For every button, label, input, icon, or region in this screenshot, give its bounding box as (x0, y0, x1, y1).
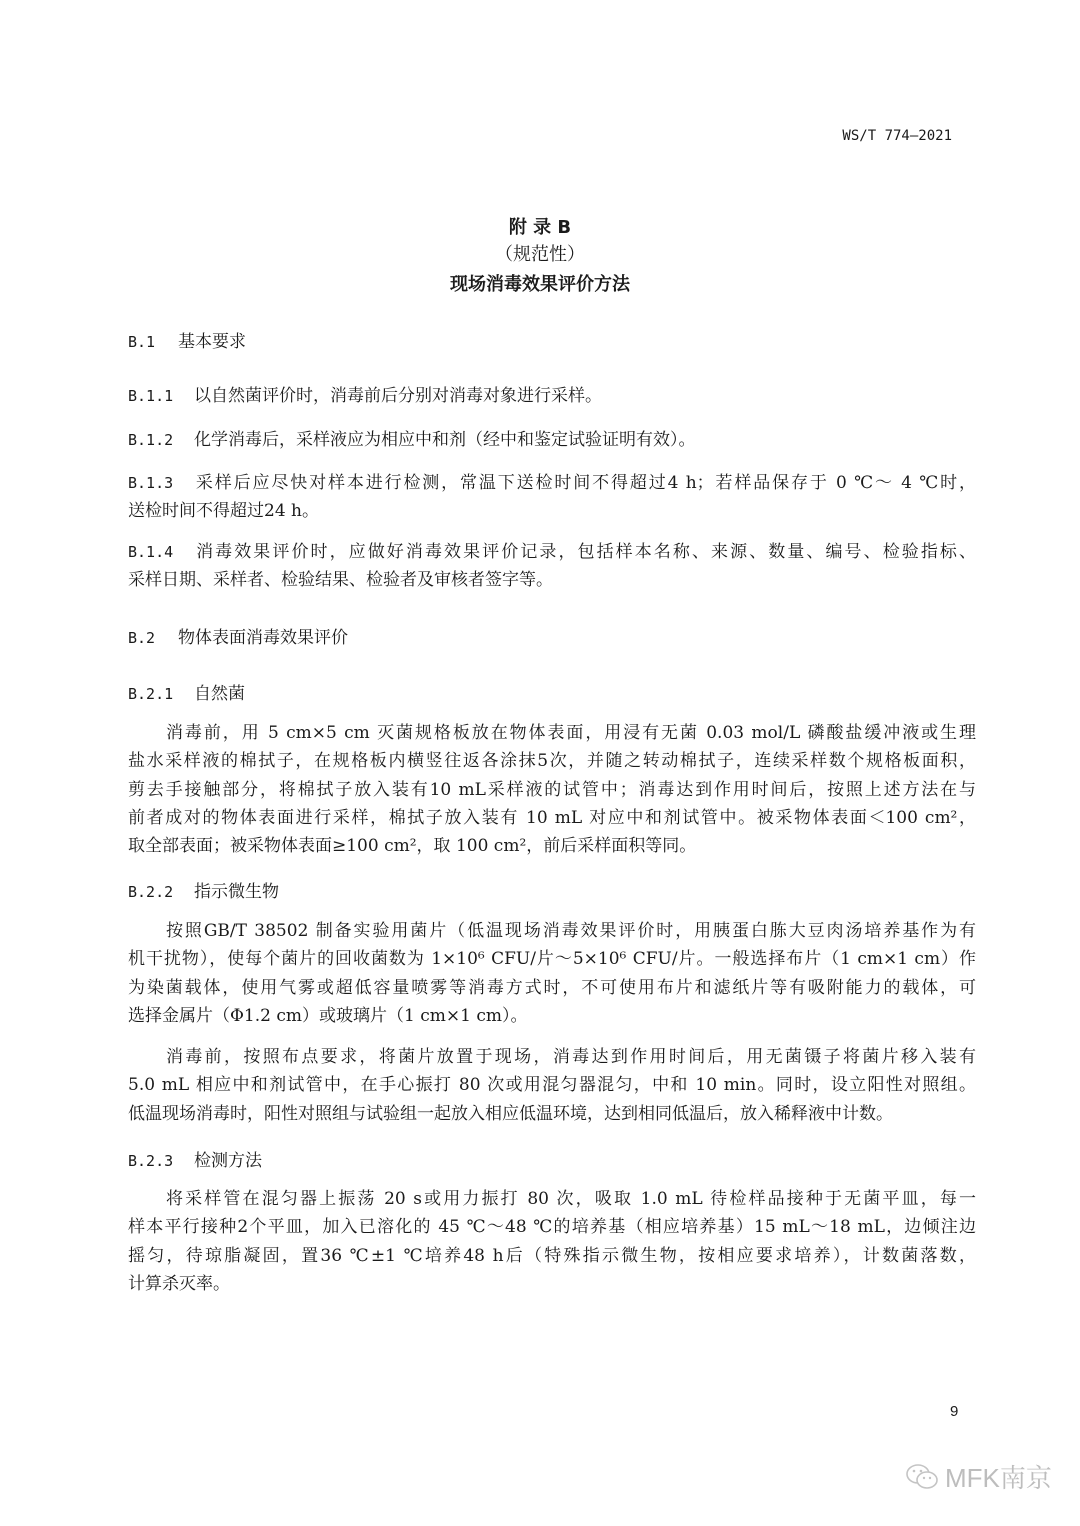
line-text: 采样后应尽快对样本进行检测，常温下送检时间不得超过4 h；若样品保存于 0 ℃～ 4 ℃时， (194, 473, 976, 493)
standard-code: WS/T 774—2021 (842, 128, 952, 144)
wechat-icon (905, 1463, 939, 1491)
watermark (905, 1458, 1052, 1495)
text-line (128, 469, 976, 497)
line-text: 送检时间不得超过24 h。 (128, 501, 319, 522)
watermark-text: MFK南京 (945, 1463, 1052, 1493)
text-line (128, 426, 976, 454)
text-line: 消毒前，按照布点要求，将菌片放置于现场，消毒达到作用时间后，用无菌镊子将菌片移入装有 (166, 1047, 976, 1067)
line-text: 化学消毒后，采样液应为相应中和剂（经中和鉴定试验证明有效）。 (194, 430, 696, 450)
text-line: 5.0 mL 相应中和剂试管中，在手心振打 80 次或用混匀器混匀，中和 10 min。同时，设立阳性对照组。 (128, 1075, 976, 1096)
text-line: 机干扰物），使每个菌片的回收菌数为 1×10⁶ CFU/片～5×10⁶ CFU/片。一般选择布片（1 cm×1 cm）作 (128, 949, 976, 970)
appendix-title: 现场消毒效果评价方法 (450, 274, 630, 295)
paragraph-b21 (128, 719, 976, 860)
clause-b-1-2 (128, 426, 976, 454)
text-line: 为染菌载体，使用气雾或超低容量喷雾等消毒方式时，不可使用布片和滤纸片等有吸附能力的载体，可 (128, 977, 976, 998)
line-text: 消毒效果评价时，应做好消毒效果评价记录，包括样本名称、来源、数量、编号、检验指标、 (194, 542, 976, 562)
text-line: 选择金属片（Φ1.2 cm）或玻璃片（1 cm×1 cm）。 (128, 1005, 528, 1026)
text-line: 剪去手接触部分，将棉拭子放入装有10 mL采样液的试管中；消毒达到作用时间后，按照上述方法在与 (128, 779, 976, 800)
text-line (128, 566, 976, 594)
text-line: 计算杀灭率。 (128, 1273, 230, 1294)
text-line: 取全部表面；被采物体表面≥100 cm²，取 100 cm²，前后采样面积等同。 (128, 836, 697, 857)
appendix-nature: （规范性） (495, 244, 585, 265)
section-b2-heading: B.2 物体表面消毒效果评价 (128, 628, 348, 648)
text-line (128, 382, 976, 410)
section-b22-heading: B.2.2 指示微生物 (128, 882, 279, 902)
clause-number: B.1.2 (128, 431, 174, 449)
text-line: 摇匀，待琼脂凝固，置36 ℃±1 ℃培养48 h后（特殊指示微生物，按相应要求培养），计数菌落数， (128, 1245, 976, 1266)
clause-b-1-4 (128, 538, 976, 595)
appendix-label: 附 录 B (508, 217, 572, 238)
section-b1-heading: B.1 基本要求 (128, 332, 246, 352)
page-number: 9 (950, 1403, 959, 1420)
text-line: 低温现场消毒时，阳性对照组与试验组一起放入相应低温环境，达到相同低温后，放入稀释液中计数。 (128, 1103, 893, 1124)
text-line: 消毒前，用 5 cm×5 cm 灭菌规格板放在物体表面，用浸有无菌 0.03 mol/L 磷酸盐缓冲液或生理 (166, 723, 976, 743)
text-line: 按照GB/T 38502 制备实验用菌片（低温现场消毒效果评价时，用胰蛋白胨大豆肉汤培养基作为有 (166, 921, 976, 941)
section-b23-heading: B.2.3 检测方法 (128, 1151, 262, 1171)
paragraph-b22-2 (128, 1043, 976, 1128)
text-line (128, 538, 976, 566)
clause-b-1-3 (128, 469, 976, 526)
text-line: 前者成对的物体表面进行采样，棉拭子放入装有 10 mL 对应中和剂试管中。被采物体表面＜100 cm²， (128, 807, 976, 828)
line-text: 以自然菌评价时，消毒前后分别对消毒对象进行采样。 (194, 386, 602, 406)
text-line: 将采样管在混匀器上振荡 20 s或用力振打 80 次，吸取 1.0 mL 待检样品接种于无菌平皿，每一 (166, 1189, 976, 1209)
line-text: 采样日期、采样者、检验结果、检验者及审核者签字等。 (128, 570, 553, 591)
text-line: 样本平行接种2个平皿，加入已溶化的 45 ℃～48 ℃的培养基（相应培养基）15 mL～18 mL，边倾注边 (128, 1217, 976, 1238)
paragraph-b22-1 (128, 917, 976, 1030)
clause-b-1-1 (128, 382, 976, 410)
text-line (128, 497, 976, 525)
paragraph-b23 (128, 1185, 976, 1298)
clause-number: B.1.1 (128, 387, 174, 405)
clause-number: B.1.3 (128, 474, 174, 492)
clause-number: B.1.4 (128, 543, 174, 561)
text-line: 盐水采样液的棉拭子，在规格板内横竖往返各涂抹5次，并随之转动棉拭子，连续采样数个规格板面积， (128, 751, 976, 772)
section-b21-heading: B.2.1 自然菌 (128, 684, 245, 704)
